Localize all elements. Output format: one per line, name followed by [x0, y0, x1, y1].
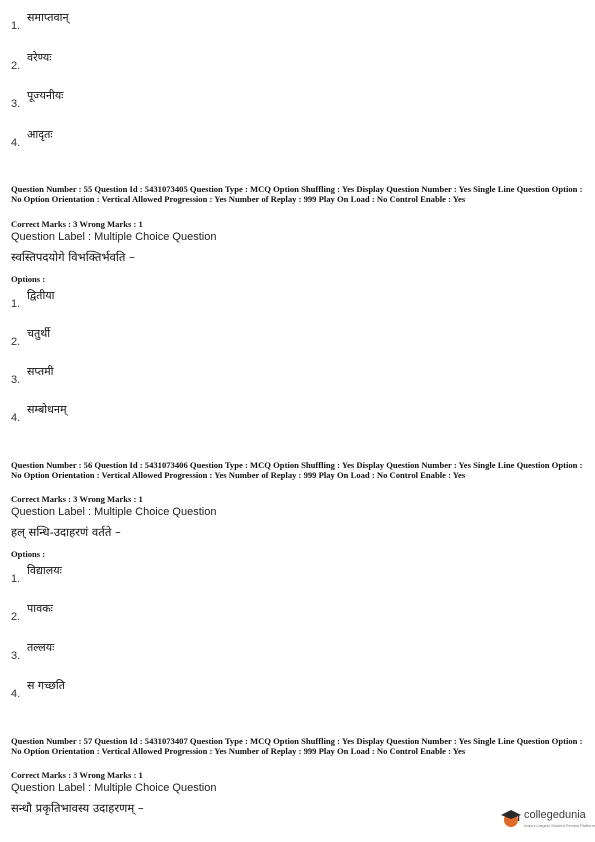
option-number: 3. — [11, 650, 21, 662]
option-number: 1. — [11, 573, 21, 585]
option-text: विद्यालयः — [27, 564, 62, 577]
logo-wordmark: collegedunia — [524, 809, 586, 821]
options-heading: Options : — [11, 274, 46, 284]
option-text: आदृतः — [27, 128, 53, 141]
question-meta: Question Number : 56 Question Id : 5431073406 Question Type : MCQ Option Shuffling : Yes Display Question Number : Yes Single Line Question Option : No Option Orientation : Vertical Allowed Progression : Yes Number of Replay : 999 Play On Load : No Control Enable : Yes — [11, 460, 583, 480]
question-text: हल् सन्धि-उदाहरणं वर्तते – — [11, 525, 121, 539]
option-number: 2. — [11, 336, 21, 348]
question-text: सन्धौ प्रकृतिभावस्य उदाहरणम् – — [11, 801, 144, 815]
option-text: समाप्तवान् — [27, 11, 69, 24]
question-meta: Question Number : 55 Question Id : 5431073405 Question Type : MCQ Option Shuffling : Yes Display Question Number : Yes Single Line Question Option : No Option Orientation : Vertical Allowed Progression : Yes Number of Replay : 999 Play On Load : No Control Enable : Yes — [11, 184, 583, 204]
option-text: पूज्यनीयः — [27, 89, 64, 102]
option-number: 2. — [11, 611, 21, 623]
option-number: 4. — [11, 137, 21, 149]
option-number: 4. — [11, 688, 21, 700]
option-text: चतुर्थी — [27, 327, 51, 340]
option-text: द्वितीया — [27, 289, 55, 302]
options-heading: Options : — [11, 549, 46, 559]
option-text: सप्तमी — [27, 365, 54, 378]
marks-info: Correct Marks : 3 Wrong Marks : 1 — [11, 494, 143, 504]
option-text: सम्बोधनम् — [27, 403, 67, 416]
option-text: वरेण्यः — [27, 51, 52, 64]
question-label: Question Label : Multiple Choice Question — [11, 506, 217, 518]
question-label: Question Label : Multiple Choice Question — [11, 782, 217, 794]
marks-info: Correct Marks : 3 Wrong Marks : 1 — [11, 219, 143, 229]
graduation-cap-icon — [500, 807, 522, 829]
option-text: पावकः — [27, 602, 53, 615]
question-label: Question Label : Multiple Choice Question — [11, 231, 217, 243]
marks-info: Correct Marks : 3 Wrong Marks : 1 — [11, 770, 143, 780]
question-meta: Question Number : 57 Question Id : 5431073407 Question Type : MCQ Option Shuffling : Yes Display Question Number : Yes Single Line Question Option : No Option Orientation : Vertical Allowed Progression : Yes Number of Replay : 999 Play On Load : No Control Enable : Yes — [11, 736, 583, 756]
option-number: 3. — [11, 374, 21, 386]
collegedunia-logo — [500, 806, 595, 834]
option-number: 4. — [11, 412, 21, 424]
option-text: स गच्छति — [27, 679, 66, 692]
question-text: स्वस्तिपदयोगे विभक्तिर्भवति – — [11, 250, 135, 264]
option-number: 3. — [11, 98, 21, 110]
option-number: 1. — [11, 298, 21, 310]
logo-tagline: India's Largest Student Review Platform — [524, 823, 595, 828]
option-text: तल्लयः — [27, 641, 55, 654]
option-number: 2. — [11, 60, 21, 72]
option-number: 1. — [11, 20, 21, 32]
